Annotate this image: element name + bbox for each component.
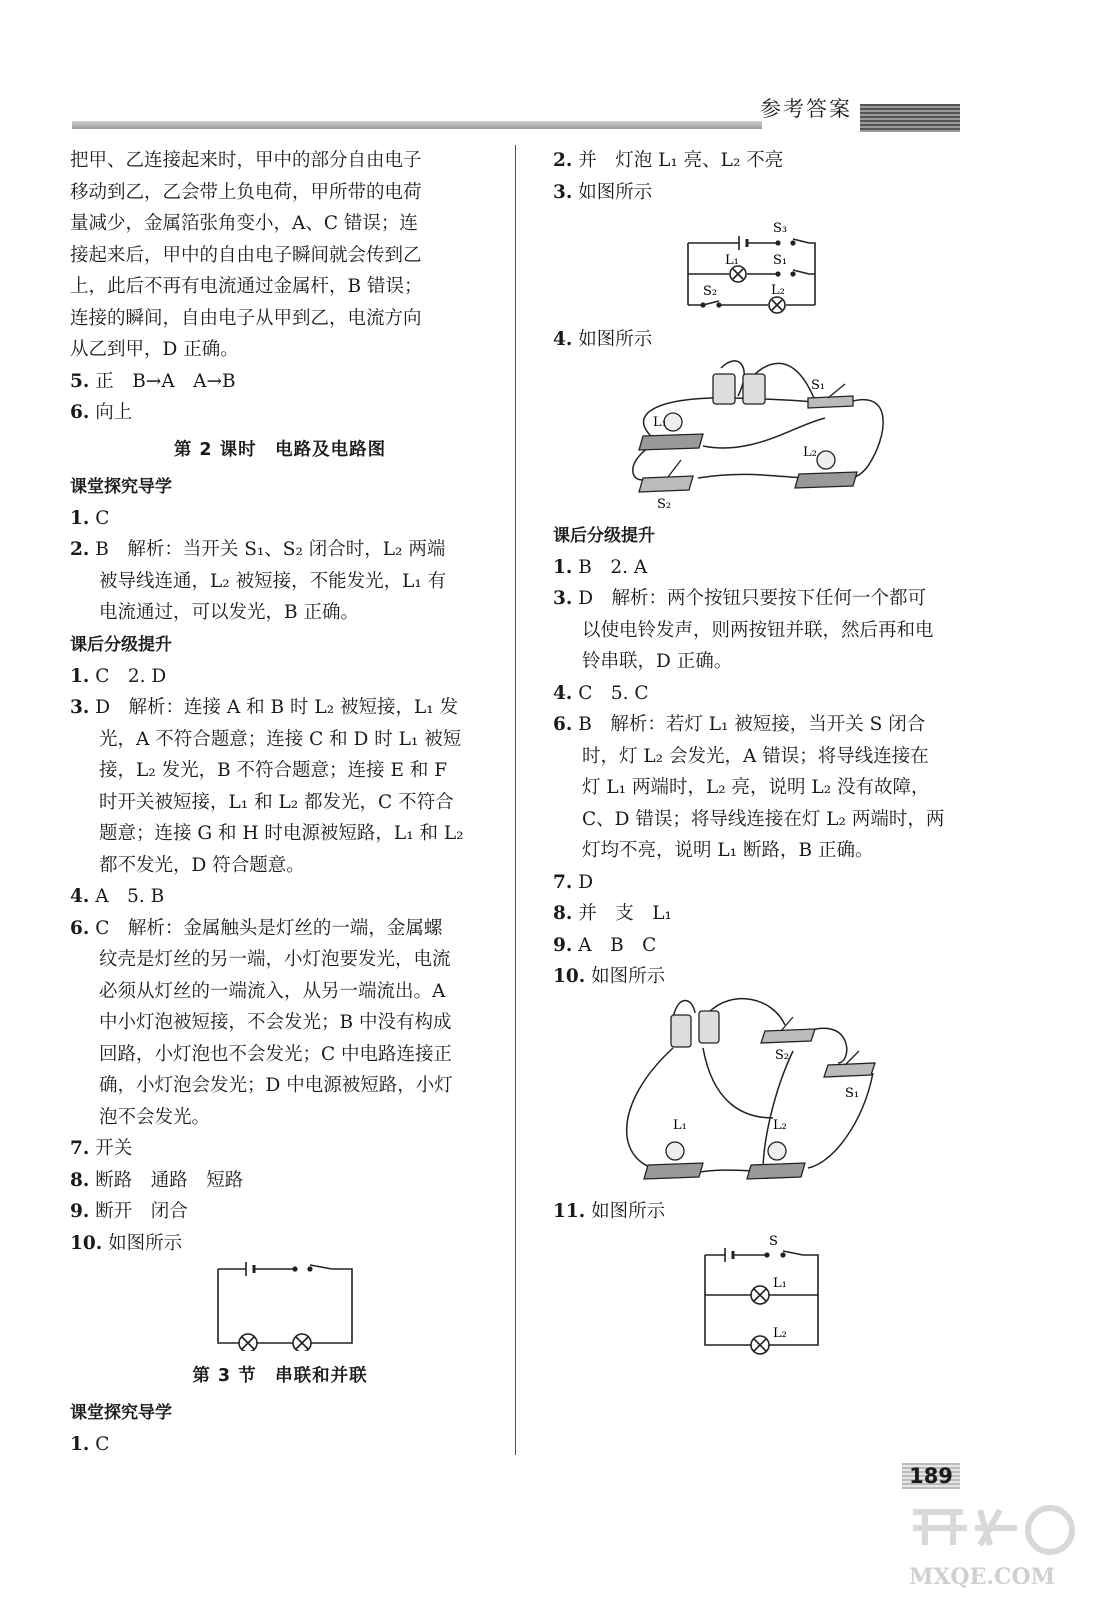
answer-6: 6. 向上: [70, 402, 133, 423]
answer-3: 3. D 解析：连接 A 和 B 时 L₂ 被短接，L₁ 发 光，A 不符合题意；连接 C 和 D 时 L₁ 被短 接，L₂ 发光，B 不符合题意；连接 E 和 F 时开关被短接，L₁ 和 L₂ 都发光，C 不符合 题意；连接 G 和 H 时电源被短路，L₁ 和 L₂ 都不发光，D 符合题意。: [70, 697, 464, 876]
continued-answer: [70, 145, 490, 366]
answer-8: 8. 断路 通路 短路: [70, 1169, 244, 1191]
label-s2: S₂: [775, 1047, 790, 1063]
circuit-diagram-11: [553, 1227, 963, 1357]
text-line: 上，此后不再有电流通过金属杆，B 错误；: [70, 276, 423, 297]
answer-7q: 7. D: [553, 871, 594, 893]
label-l2: L₂: [771, 283, 785, 298]
label-l1: L₁: [725, 253, 739, 268]
answer-8q: 8. 并 支 L₁: [553, 903, 672, 924]
label-l1: L₁: [673, 1117, 687, 1133]
answer-10: 10. 如图所示: [70, 1232, 183, 1254]
label-l1: L₁: [653, 414, 667, 430]
label-l2: L₂: [773, 1117, 787, 1133]
answer-5: 5. 正 B→A A→B: [70, 370, 236, 392]
answer-7: 7. 开关: [70, 1138, 133, 1159]
answer-6q: 6. B 解析：若灯 L₁ 被短接，当开关 S 闭合 时，灯 L₂ 会发光，A 错误；将导线连接在 灯 L₁ 两端时，L₂ 亮，说明 L₂ 没有故障， C、D 错误；将导线连接在灯 L₂ 两端时，两 灯均不亮，说明 L₁ 断路，B 正确。: [553, 714, 945, 861]
watermark-logo: [905, 1500, 1080, 1590]
answer-1-2r: 1. B 2. A: [553, 556, 648, 578]
header-bar: [860, 104, 960, 132]
label-s1: S₁: [773, 253, 788, 268]
label-s1: S₁: [811, 377, 826, 393]
answer-3q: 3. D 解析：两个按钮只要按下任何一个都可 以使电铃发声，则两按钮并联，然后再和电 铃串联，D 正确。: [553, 588, 934, 672]
label-s2: S₂: [703, 284, 718, 299]
answer-4-5: 4. A 5. B: [70, 886, 165, 907]
label-s2: S₂: [657, 496, 672, 512]
page-number: 189: [902, 1463, 960, 1489]
column-divider: [515, 145, 516, 1455]
section-heading: 课堂探究导学: [70, 476, 172, 497]
left-column: [70, 145, 490, 1461]
label-l1: L₁: [773, 1276, 787, 1291]
physical-circuit-10: [553, 993, 963, 1188]
section-heading: 课堂探究导学: [70, 1403, 172, 1423]
section-title: 第 3 节 串联和并联: [192, 1366, 368, 1386]
answer-1-2: 1. C 2. D: [70, 665, 167, 687]
answer-3r: 3. 如图所示: [553, 181, 653, 203]
text-line: 连接的瞬间，自由电子从甲到乙，电流方向: [70, 307, 422, 329]
text-line: 接起来后，甲中的自由电子瞬间就会传到乙: [70, 244, 422, 266]
right-column: [553, 145, 963, 1361]
answer-6b: 6. C 解析：金属触头是灯丝的一端，金属螺 纹壳是灯丝的另一端，小灯泡要发光，电流 必须从灯丝的一端流入，从另一端流出。A 中小灯泡被短接，不会发光；B 中没有构成 回路，小灯泡也不会发光；C 中电路连接正 确，小灯泡会发光；D 中电源被短路，小灯 泡不会发光。: [70, 917, 453, 1128]
answer-4-5r: 4. C 5. C: [553, 682, 649, 704]
label-s1: S₁: [845, 1085, 860, 1101]
answer-11q: 11. 如图所示: [553, 1200, 666, 1222]
circuit-diagram-10: [70, 1259, 490, 1351]
answer-2: 2. B 解析：当开关 S₁、S₂ 闭合时，L₂ 两端 被导线连通，L₂ 被短接，不能发光，L₁ 有 电流通过，可以发光，B 正确。: [70, 539, 447, 623]
label-l2: L₂: [803, 444, 817, 460]
section-heading: 课后分级提升: [70, 634, 172, 655]
watermark-text: MXQE.COM: [909, 1564, 1056, 1590]
text-line: 从乙到甲，D 正确。: [70, 339, 239, 360]
answer-4r: 4. 如图所示: [553, 329, 653, 350]
circuit-diagram-3: [553, 208, 963, 318]
answer-2r: 2. 并 灯泡 L₁ 亮、L₂ 不亮: [553, 150, 784, 171]
physical-circuit-4: [553, 356, 963, 516]
section-heading: 课后分级提升: [553, 525, 655, 546]
answer-9: 9. 断开 闭合: [70, 1201, 188, 1222]
label-s: S: [769, 1234, 778, 1249]
answer-1c: 1. C: [70, 1434, 110, 1455]
lesson-title: 第 2 课时 电路及电路图: [173, 439, 387, 460]
header-rule: [72, 121, 762, 129]
text-line: 量减少，金属箔张角变小，A、C 错误；连: [70, 213, 418, 234]
answer-1: 1. C: [70, 507, 110, 529]
answer-9q: 9. A B C: [553, 934, 657, 956]
label-s3: S₃: [773, 221, 788, 236]
answer-10q: 10. 如图所示: [553, 966, 666, 987]
text-line: 移动到乙，乙会带上负电荷，甲所带的电荷: [70, 181, 422, 203]
text-line: 把甲、乙连接起来时，甲中的部分自由电子: [70, 150, 422, 171]
header-title: 参考答案: [760, 97, 852, 121]
label-l2: L₂: [773, 1326, 787, 1341]
